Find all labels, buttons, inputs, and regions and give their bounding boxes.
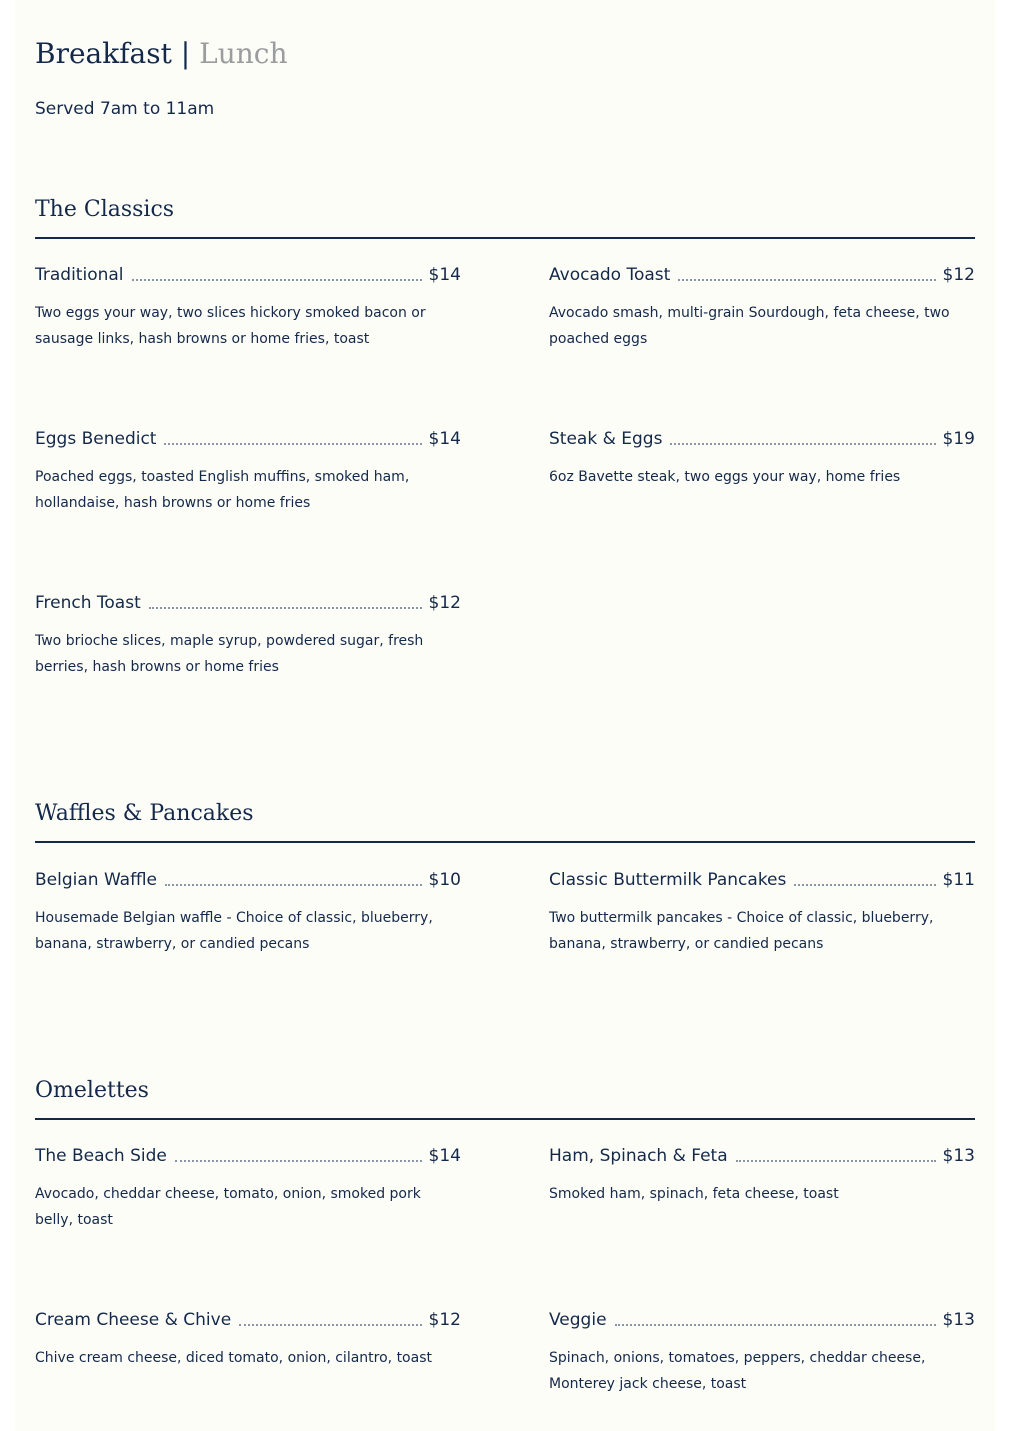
item-description: Spinach, onions, tomatoes, peppers, cheddar cheese, Monterey jack cheese, toast [549, 1350, 926, 1392]
title-breakfast[interactable]: Breakfast [35, 37, 172, 70]
item-name: Avocado Toast [549, 265, 671, 285]
item-name: Traditional [35, 265, 124, 285]
section-divider [35, 1118, 975, 1120]
section-waffles-pancakes [35, 796, 975, 966]
menu-item-belgian-waffle [35, 865, 461, 957]
dot-leader [165, 883, 422, 886]
menu-page [15, 0, 995, 1431]
item-price: $14 [428, 429, 461, 449]
item-price: $14 [428, 265, 461, 285]
dot-leader [149, 606, 422, 609]
item-description: Two brioche slices, maple syrup, powdered sugar, fresh berries, hash browns or home fries [35, 633, 424, 675]
item-name: Belgian Waffle [35, 870, 157, 890]
item-price: $12 [428, 1310, 461, 1330]
item-price: $19 [942, 429, 975, 449]
item-name: Ham, Spinach & Feta [549, 1146, 728, 1166]
item-price: $12 [942, 265, 975, 285]
section-title: The Classics [35, 197, 175, 222]
item-price: $11 [942, 870, 975, 890]
dot-leader [132, 278, 422, 281]
item-name: Veggie [549, 1310, 607, 1330]
section-title: Omelettes [35, 1078, 149, 1103]
item-description: Two eggs your way, two slices hickory smoked bacon or sausage links, hash browns or home fries, toast [35, 305, 426, 347]
section-omelettes [35, 1073, 975, 1403]
dot-leader [736, 1159, 936, 1162]
menu-item-traditional [35, 260, 461, 352]
item-description: Poached eggs, toasted English muffins, smoked ham, hollandaise, hash browns or home fries [35, 469, 410, 511]
page-title [35, 34, 288, 74]
item-name: French Toast [35, 593, 141, 613]
section-divider [35, 237, 975, 239]
dot-leader [175, 1159, 422, 1162]
menu-item-ham-spinach-feta [549, 1141, 975, 1207]
dot-leader [239, 1323, 421, 1326]
item-price: $10 [428, 870, 461, 890]
item-description: Housemade Belgian waffle - Choice of classic, blueberry, banana, strawberry, or candied pecans [35, 910, 433, 952]
item-description: Avocado smash, multi-grain Sourdough, feta cheese, two poached eggs [549, 305, 950, 347]
item-price: $12 [428, 593, 461, 613]
dot-leader [794, 883, 935, 886]
item-description: Smoked ham, spinach, feta cheese, toast [549, 1186, 839, 1202]
item-price: $14 [428, 1146, 461, 1166]
menu-item-the-beach-side [35, 1141, 461, 1233]
section-title: Waffles & Pancakes [35, 801, 254, 826]
title-lunch-link[interactable]: Lunch [199, 37, 288, 70]
item-name: Classic Buttermilk Pancakes [549, 870, 787, 890]
item-name: Eggs Benedict [35, 429, 157, 449]
item-description: Chive cream cheese, diced tomato, onion, cilantro, toast [35, 1350, 432, 1366]
dot-leader [678, 278, 935, 281]
item-price: $13 [942, 1146, 975, 1166]
menu-item-veggie [549, 1305, 975, 1397]
menu-item-buttermilk-pancakes [549, 865, 975, 957]
title-separator: | [180, 37, 191, 70]
dot-leader [670, 442, 935, 445]
menu-item-french-toast [35, 588, 461, 680]
menu-item-steak-and-eggs [549, 424, 975, 490]
item-description: Avocado, cheddar cheese, tomato, onion, smoked pork belly, toast [35, 1186, 421, 1228]
menu-item-eggs-benedict [35, 424, 461, 516]
item-price: $13 [942, 1310, 975, 1330]
item-name: Steak & Eggs [549, 429, 663, 449]
section-the-classics [35, 192, 975, 692]
item-name: The Beach Side [35, 1146, 167, 1166]
item-description: Two buttermilk pancakes - Choice of classic, blueberry, banana, strawberry, or candied pecans [549, 910, 934, 952]
section-divider [35, 841, 975, 843]
item-name: Cream Cheese & Chive [35, 1310, 232, 1330]
menu-item-avocado-toast [549, 260, 975, 352]
dot-leader [615, 1323, 936, 1326]
served-hours: Served 7am to 11am [35, 99, 215, 119]
dot-leader [164, 442, 421, 445]
menu-item-cream-cheese-chive [35, 1305, 461, 1371]
item-description: 6oz Bavette steak, two eggs your way, home fries [549, 469, 901, 485]
